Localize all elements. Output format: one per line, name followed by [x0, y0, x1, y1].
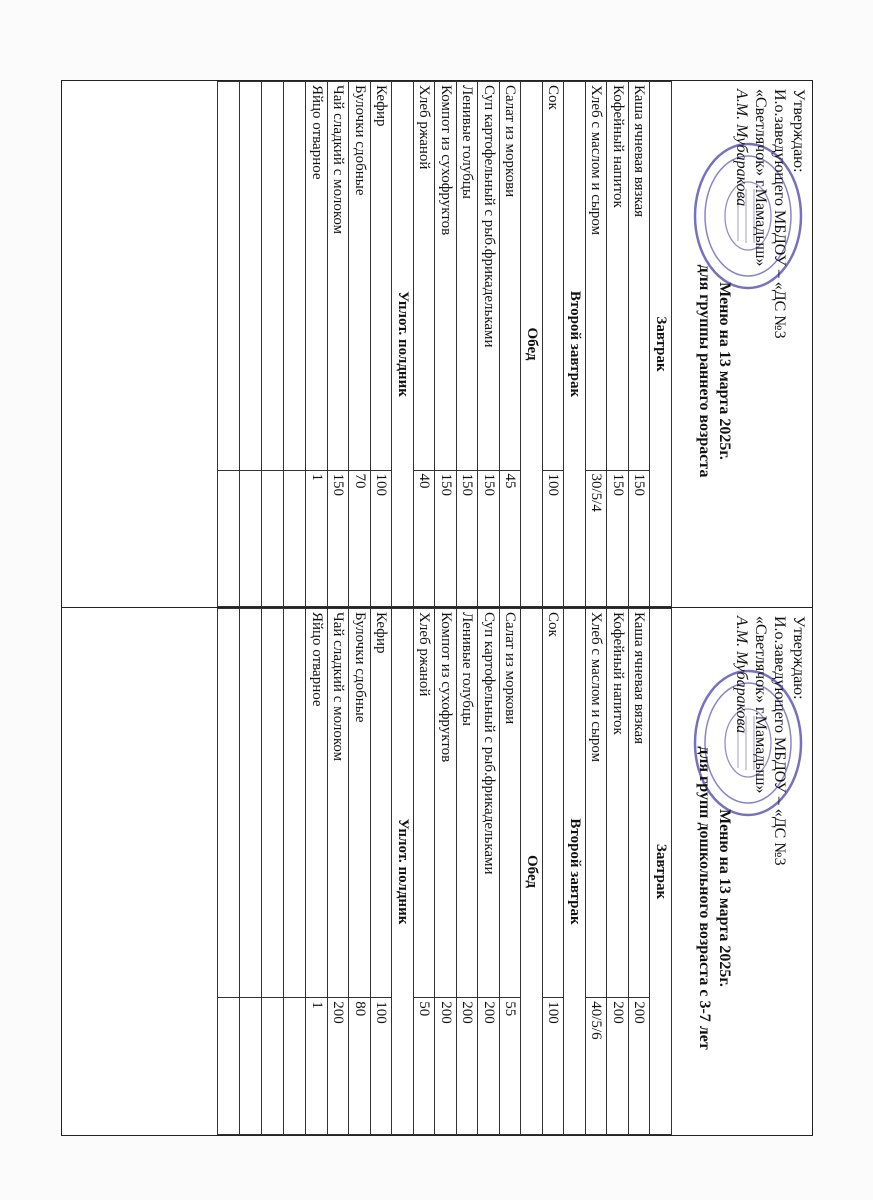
approval-line: Утверждаю: — [790, 89, 807, 173]
table-row — [478, 82, 500, 607]
portion-size: 1 — [306, 998, 328, 1135]
dish-name: Сок — [543, 609, 565, 998]
table-row — [500, 82, 522, 607]
menu-sheet — [61, 80, 813, 1136]
menu-header — [672, 608, 812, 1135]
table-row — [306, 609, 328, 1135]
menu-early-age — [62, 81, 812, 607]
table-row — [349, 82, 371, 607]
dish-name: Хлеб ржаной — [414, 82, 436, 471]
dish-name: Кофейный напиток — [607, 82, 629, 471]
table-row — [457, 609, 479, 1135]
menu-preschool — [62, 608, 812, 1135]
dish-name: Суп картофельный с рыб.фрикадельками — [478, 609, 500, 998]
section-row — [392, 609, 414, 1135]
table-row — [500, 609, 522, 1135]
portion-size: 150 — [607, 470, 629, 607]
empty-cell — [218, 470, 240, 607]
section-heading: Уплот. полдник — [392, 82, 414, 607]
empty-cell — [262, 998, 284, 1135]
empty-cell — [240, 998, 262, 1135]
dish-name: Каша ячневая вязкая — [629, 609, 651, 998]
menu-title: Меню на 13 марта 2025г. — [716, 282, 733, 460]
empty-cell — [262, 470, 284, 607]
empty-row — [284, 82, 306, 607]
empty-row — [240, 609, 262, 1135]
table-row — [328, 609, 350, 1135]
approval-line: И.о.заведующего МБДОУ – «ДС №3 — [771, 616, 788, 866]
section-row — [650, 82, 672, 607]
dish-name: Ленивые голубцы — [457, 82, 479, 471]
dish-name: Кофейный напиток — [607, 609, 629, 998]
section-row — [521, 82, 543, 607]
portion-size: 45 — [500, 470, 522, 607]
approval-line: Утверждаю: — [790, 616, 807, 700]
section-row — [564, 609, 586, 1135]
section-heading: Второй завтрак — [564, 82, 586, 607]
dish-name: Чай сладкий с молоком — [328, 82, 350, 471]
table-row — [629, 609, 651, 1135]
table-row — [543, 609, 565, 1135]
menu-table — [218, 608, 673, 1135]
table-row — [349, 609, 371, 1135]
portion-size: 100 — [543, 470, 565, 607]
section-heading: Обед — [521, 82, 543, 607]
dish-name: Компот из сухофруктов — [435, 82, 457, 471]
dish-name: Компот из сухофруктов — [435, 609, 457, 998]
empty-cell — [262, 609, 284, 998]
table-row — [543, 82, 565, 607]
portion-size: 80 — [349, 998, 371, 1135]
portion-size: 40/5/6 — [586, 998, 608, 1135]
dish-name: Суп картофельный с рыб.фрикадельками — [478, 82, 500, 471]
empty-row — [284, 609, 306, 1135]
empty-cell — [262, 82, 284, 471]
portion-size: 200 — [607, 998, 629, 1135]
dish-name: Яйцо отварное — [306, 82, 328, 471]
empty-cell — [240, 609, 262, 998]
menu-title-block — [694, 191, 734, 551]
section-row — [650, 609, 672, 1135]
dish-name: Яйцо отварное — [306, 609, 328, 998]
section-row — [564, 82, 586, 607]
menu-subtitle: для группы раннего возраста — [696, 264, 713, 478]
portion-size: 50 — [414, 998, 436, 1135]
dish-name: Каша ячневая вязкая — [629, 82, 651, 471]
menu-title-block — [694, 718, 734, 1078]
table-row — [586, 82, 608, 607]
table-row — [629, 82, 651, 607]
empty-row — [262, 82, 284, 607]
empty-cell — [240, 470, 262, 607]
empty-cell — [240, 82, 262, 471]
portion-size: 1 — [306, 470, 328, 607]
section-heading: Завтрак — [650, 609, 672, 1135]
table-row — [586, 609, 608, 1135]
dish-name: Кефир — [371, 82, 393, 471]
section-row — [521, 609, 543, 1135]
dish-name: Булочки сдобные — [349, 609, 371, 998]
table-row — [371, 609, 393, 1135]
section-row — [392, 82, 414, 607]
table-row — [306, 82, 328, 607]
portion-size: 200 — [478, 998, 500, 1135]
portion-size: 150 — [328, 470, 350, 607]
empty-cell — [218, 998, 240, 1135]
approval-signature: A.M. Мубаракова — [733, 616, 750, 734]
approval-signature: A.M. Мубаракова — [733, 89, 750, 207]
portion-size: 100 — [371, 470, 393, 607]
dish-name: Салат из моркови — [500, 82, 522, 471]
portion-size: 30/5/4 — [586, 470, 608, 607]
dish-name: Салат из моркови — [500, 609, 522, 998]
portion-size: 100 — [543, 998, 565, 1135]
portion-size: 200 — [328, 998, 350, 1135]
approval-block — [732, 616, 808, 866]
empty-cell — [284, 470, 306, 607]
section-heading: Второй завтрак — [564, 609, 586, 1135]
portion-size: 100 — [371, 998, 393, 1135]
menu-table — [218, 81, 673, 607]
portion-size: 200 — [435, 998, 457, 1135]
table-row — [414, 82, 436, 607]
approval-block — [732, 89, 808, 339]
empty-row — [240, 82, 262, 607]
table-row — [478, 609, 500, 1135]
portion-size: 150 — [457, 470, 479, 607]
dish-name: Хлеб ржаной — [414, 609, 436, 998]
table-row — [607, 609, 629, 1135]
portion-size: 40 — [414, 470, 436, 607]
portion-size: 70 — [349, 470, 371, 607]
approval-line: «Светлячок» г.Мамадыш» — [752, 89, 769, 267]
table-row — [328, 82, 350, 607]
dish-name: Сок — [543, 82, 565, 471]
empty-cell — [284, 82, 306, 471]
table-row — [435, 609, 457, 1135]
empty-row — [262, 609, 284, 1135]
portion-size: 150 — [435, 470, 457, 607]
empty-cell — [284, 609, 306, 998]
table-row — [435, 82, 457, 607]
empty-cell — [284, 998, 306, 1135]
table-row — [607, 82, 629, 607]
table-row — [371, 82, 393, 607]
empty-row — [218, 82, 240, 607]
portion-size: 200 — [457, 998, 479, 1135]
menu-title: Меню на 13 марта 2025г. — [716, 809, 733, 987]
portion-size: 150 — [478, 470, 500, 607]
dish-name: Чай сладкий с молоком — [328, 609, 350, 998]
table-row — [414, 609, 436, 1135]
section-heading: Завтрак — [650, 82, 672, 607]
dish-name: Хлеб с маслом и сыром — [586, 82, 608, 471]
dish-name: Кефир — [371, 609, 393, 998]
portion-size: 55 — [500, 998, 522, 1135]
dish-name: Хлеб с маслом и сыром — [586, 609, 608, 998]
section-heading: Обед — [521, 609, 543, 1135]
menu-header — [672, 81, 812, 607]
dish-name: Булочки сдобные — [349, 82, 371, 471]
section-heading: Уплот. полдник — [392, 609, 414, 1135]
portion-size: 200 — [629, 998, 651, 1135]
portion-size: 150 — [629, 470, 651, 607]
empty-cell — [218, 609, 240, 998]
empty-cell — [218, 82, 240, 471]
approval-line: «Светлячок» г.Мамадыш» — [752, 616, 769, 794]
table-row — [457, 82, 479, 607]
menu-subtitle: для групп дошкольного возраста с 3-7 лет — [696, 746, 713, 1050]
approval-line: И.о.заведующего МБДОУ – «ДС №3 — [771, 89, 788, 339]
empty-row — [218, 609, 240, 1135]
dish-name: Ленивые голубцы — [457, 609, 479, 998]
